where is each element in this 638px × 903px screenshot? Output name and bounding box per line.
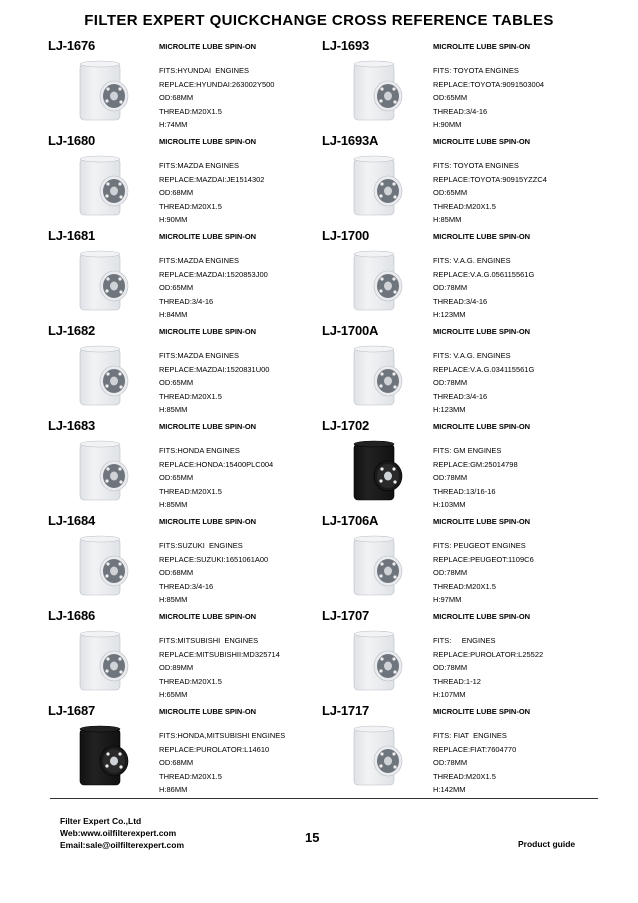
spec-line: REPLACE:PUROLATOR:L25522 [433, 649, 544, 659]
part-code: LJ-1700A [322, 323, 379, 338]
spec-line: REPLACE:MAZDAI:1520853J00 [159, 269, 268, 279]
spec-line: FITS: V.A.G. ENGINES [433, 351, 511, 360]
filter-entry [324, 228, 598, 323]
filter-type: MICROLITE LUBE SPIN-ON [159, 42, 257, 51]
spec-line: H:85MM [159, 595, 188, 605]
spec-line: THREAD:3/4-16 [433, 106, 488, 116]
spec-line: OD:68MM [159, 93, 194, 103]
filter-entry [50, 133, 324, 228]
spec-list [159, 159, 264, 227]
spec-line: H:65MM [159, 690, 188, 700]
filter-type: MICROLITE LUBE SPIN-ON [433, 232, 531, 241]
spec-line: THREAD:13/16-16 [433, 486, 496, 496]
part-code: LJ-1676 [48, 38, 96, 53]
filter-entry [324, 608, 598, 703]
spec-line: FITS: FIAT ENGINES [433, 731, 507, 740]
spec-line: THREAD:M20X1.5 [159, 486, 222, 496]
spec-line: THREAD:M20X1.5 [433, 201, 496, 211]
filter-type: MICROLITE LUBE SPIN-ON [433, 612, 531, 621]
oil-filter-photo [50, 626, 154, 700]
company-website: Web:www.oilfilterexpert.com [60, 828, 177, 838]
spec-line: REPLACE:V.A.G.034115561G [433, 364, 535, 374]
spec-list [159, 254, 268, 322]
spec-line: OD:65MM [159, 283, 194, 293]
filter-type: MICROLITE LUBE SPIN-ON [159, 612, 257, 621]
spec-line: FITS:MAZDA ENGINES [159, 351, 240, 360]
spec-line: OD:78MM [433, 568, 468, 578]
spec-list [159, 444, 273, 512]
spec-line: H:85MM [159, 500, 188, 510]
page-title: FILTER EXPERT QUICKCHANGE CROSS REFERENCE TABLES [84, 12, 554, 29]
spec-list [159, 539, 268, 607]
spec-line: FITS:HYUNDAI ENGINES [159, 66, 250, 75]
filter-type: MICROLITE LUBE SPIN-ON [159, 422, 257, 431]
filter-type: MICROLITE LUBE SPIN-ON [433, 422, 531, 431]
spec-line: FITS: V.A.G. ENGINES [433, 256, 511, 265]
spec-line: H:85MM [433, 215, 462, 225]
spec-line: FITS: TOYOTA ENGINES [433, 66, 519, 75]
part-code: LJ-1686 [48, 608, 96, 623]
spec-line: H:97MM [433, 595, 462, 605]
part-code: LJ-1707 [322, 608, 370, 623]
spec-list [433, 444, 518, 512]
oil-filter-photo [50, 151, 154, 225]
spec-line: THREAD:3/4-16 [433, 296, 488, 306]
spec-line: REPLACE:PEUGEOT:1109C6 [433, 554, 534, 564]
spec-line: THREAD:M20X1.5 [159, 676, 222, 686]
filter-type: MICROLITE LUBE SPIN-ON [433, 327, 531, 336]
filter-entry [50, 323, 324, 418]
spec-line: H:90MM [433, 120, 462, 130]
spec-line: THREAD:M20X1.5 [159, 391, 222, 401]
filter-type: MICROLITE LUBE SPIN-ON [433, 42, 531, 51]
spec-line: THREAD:M20X1.5 [433, 771, 496, 781]
filter-type: MICROLITE LUBE SPIN-ON [159, 327, 257, 336]
part-code: LJ-1706A [322, 513, 379, 528]
filter-type: MICROLITE LUBE SPIN-ON [433, 137, 531, 146]
spec-line: REPLACE:MITSUBISHII:MD325714 [159, 649, 280, 659]
part-code: LJ-1700 [322, 228, 370, 243]
spec-line: OD:68MM [159, 758, 194, 768]
spec-line: H:123MM [433, 310, 466, 320]
filter-entry [324, 38, 598, 133]
oil-filter-photo [324, 56, 428, 130]
company-name: Filter Expert Co.,Ltd [60, 816, 142, 826]
spec-list [433, 634, 543, 702]
spec-line: THREAD:3/4-16 [159, 581, 214, 591]
company-email: Email:sale@oilfilterexpert.com [60, 840, 185, 850]
part-code: LJ-1717 [322, 703, 370, 718]
company-info [60, 815, 184, 851]
oil-filter-photo [50, 246, 154, 320]
spec-line: OD:65MM [159, 378, 194, 388]
spec-line: REPLACE:TOYOTA:9091503004 [433, 79, 545, 89]
part-code: LJ-1684 [48, 513, 96, 528]
spec-line: OD:78MM [433, 378, 468, 388]
spec-line: FITS:MITSUBISHI ENGINES [159, 636, 259, 645]
part-code: LJ-1681 [48, 228, 96, 243]
filter-entry [324, 133, 598, 228]
spec-line: REPLACE:SUZUKI:1651061A00 [159, 554, 269, 564]
spec-line: OD:65MM [159, 473, 194, 483]
spec-list [433, 254, 534, 322]
spec-list [159, 729, 285, 797]
spec-line: H:74MM [159, 120, 188, 130]
spec-line: FITS: ENGINES [433, 636, 496, 645]
spec-line: H:142MM [433, 785, 466, 795]
spec-line: FITS:SUZUKI ENGINES [159, 541, 243, 550]
spec-list [159, 64, 274, 132]
spec-line: THREAD:M20X1.5 [159, 201, 222, 211]
spec-line: THREAD:M20X1.5 [433, 581, 496, 591]
oil-filter-photo [50, 341, 154, 415]
oil-filter-photo [324, 721, 428, 795]
cross-reference-table [50, 38, 598, 798]
spec-line: H:90MM [159, 215, 188, 225]
filter-entry [324, 323, 598, 418]
filter-entry [50, 703, 324, 798]
spec-line: FITS:MAZDA ENGINES [159, 161, 240, 170]
filter-entry [50, 513, 324, 608]
filter-entry [324, 513, 598, 608]
spec-line: FITS: TOYOTA ENGINES [433, 161, 519, 170]
oil-filter-photo [50, 721, 154, 795]
spec-line: REPLACE:HONDA:15400PLC004 [159, 459, 274, 469]
spec-line: REPLACE:GM:25014798 [433, 459, 518, 469]
filter-type: MICROLITE LUBE SPIN-ON [433, 517, 531, 526]
filter-entry [50, 608, 324, 703]
spec-line: THREAD:M20X1.5 [159, 771, 222, 781]
spec-line: REPLACE:FIAT:7604770 [433, 744, 517, 754]
spec-line: H:84MM [159, 310, 188, 320]
spec-line: REPLACE:PUROLATOR:L14610 [159, 744, 270, 754]
part-code: LJ-1693A [322, 133, 379, 148]
oil-filter-photo [324, 436, 428, 510]
spec-line: THREAD:3/4-16 [159, 296, 214, 306]
page-number: 15 [305, 830, 320, 845]
product-guide-label: Product guide [518, 839, 576, 849]
filter-entry [324, 418, 598, 513]
spec-line: THREAD:M20X1.5 [159, 106, 222, 116]
spec-line: REPLACE:TOYOTA:90915YZZC4 [433, 174, 547, 184]
spec-line: REPLACE:MAZDAI:JE1514302 [159, 174, 265, 184]
filter-type: MICROLITE LUBE SPIN-ON [159, 707, 257, 716]
spec-line: FITS:HONDA,MITSUBISHI ENGINES [159, 731, 286, 740]
spec-line: OD:68MM [159, 188, 194, 198]
spec-line: FITS: PEUGEOT ENGINES [433, 541, 526, 550]
oil-filter-photo [50, 56, 154, 130]
spec-line: OD:89MM [159, 663, 194, 673]
spec-line: THREAD:1-12 [433, 676, 481, 686]
filter-type: MICROLITE LUBE SPIN-ON [433, 707, 531, 716]
spec-list [433, 349, 534, 417]
oil-filter-photo [324, 246, 428, 320]
spec-line: FITS:MAZDA ENGINES [159, 256, 240, 265]
spec-line: OD:78MM [433, 473, 468, 483]
spec-line: OD:78MM [433, 663, 468, 673]
oil-filter-photo [324, 151, 428, 225]
spec-line: H:103MM [433, 500, 466, 510]
spec-line: FITS: GM ENGINES [433, 446, 502, 455]
spec-line: H:123MM [433, 405, 466, 415]
filter-type: MICROLITE LUBE SPIN-ON [159, 137, 257, 146]
footer-divider [50, 798, 598, 799]
filter-type: MICROLITE LUBE SPIN-ON [159, 517, 257, 526]
spec-line: H:85MM [159, 405, 188, 415]
filter-type: MICROLITE LUBE SPIN-ON [159, 232, 257, 241]
filter-entry [50, 418, 324, 513]
oil-filter-photo [324, 626, 428, 700]
spec-line: FITS:HONDA ENGINES [159, 446, 240, 455]
spec-line: H:107MM [433, 690, 466, 700]
spec-list [159, 634, 280, 702]
spec-line: OD:78MM [433, 758, 468, 768]
spec-list [433, 539, 534, 607]
spec-list [433, 64, 544, 132]
oil-filter-photo [50, 531, 154, 605]
spec-list [159, 349, 269, 417]
part-code: LJ-1702 [322, 418, 370, 433]
spec-line: H:86MM [159, 785, 188, 795]
oil-filter-photo [324, 341, 428, 415]
spec-line: OD:65MM [433, 188, 468, 198]
part-code: LJ-1693 [322, 38, 370, 53]
spec-line: REPLACE:V.A.G.056115561G [433, 269, 535, 279]
filter-entry [324, 703, 598, 798]
spec-line: OD:65MM [433, 93, 468, 103]
part-code: LJ-1682 [48, 323, 96, 338]
filter-entry [50, 38, 324, 133]
oil-filter-photo [324, 531, 428, 605]
filter-entry [50, 228, 324, 323]
part-code: LJ-1683 [48, 418, 96, 433]
spec-list [433, 159, 547, 227]
spec-list [433, 729, 516, 797]
part-code: LJ-1680 [48, 133, 96, 148]
spec-line: THREAD:3/4-16 [433, 391, 488, 401]
spec-line: OD:68MM [159, 568, 194, 578]
spec-line: REPLACE:MAZDAI:1520831U00 [159, 364, 270, 374]
spec-line: REPLACE:HYUNDAI:263002Y500 [159, 79, 275, 89]
oil-filter-photo [50, 436, 154, 510]
part-code: LJ-1687 [48, 703, 96, 718]
spec-line: OD:78MM [433, 283, 468, 293]
